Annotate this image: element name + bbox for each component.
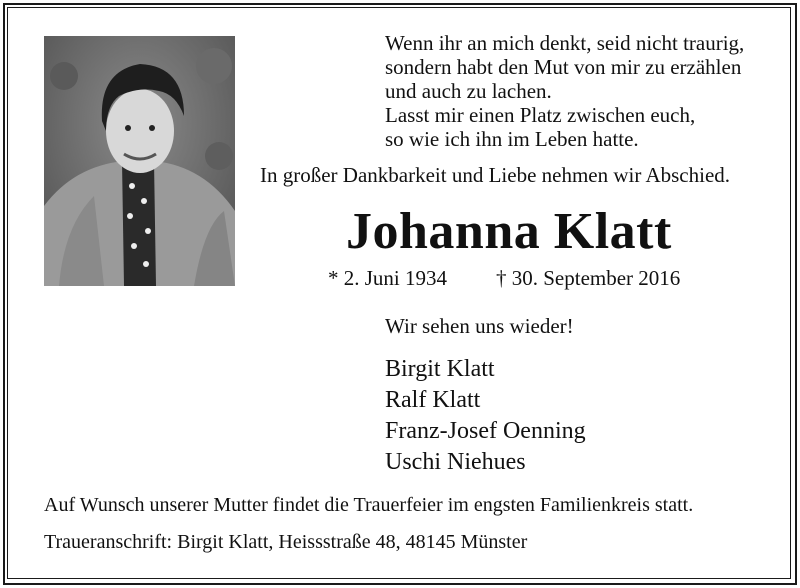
see-you-again-text: Wir sehen uns wieder! [385,314,574,338]
poem-line: Wenn ihr an mich denkt, seid nicht traurig, [385,31,745,55]
deceased-name: Johanna Klatt [346,203,672,260]
funeral-notice: Auf Wunsch unserer Mutter findet die Trauerfeier im engsten Familienkreis statt. [44,494,694,516]
mourner-name: Birgit Klatt [385,356,495,382]
poem-line: sondern habt den Mut von mir zu erzählen [385,55,742,79]
poem [385,31,744,151]
birth-date: * 2. Juni 1934 [328,266,448,290]
poem-line: so wie ich ihn im Leben hatte. [385,127,639,151]
poem-line: und auch zu lachen. [385,79,552,103]
mourner-name: Franz-Josef Oenning [385,418,586,444]
portrait-photo [44,36,235,286]
poem-line: Lasst mir einen Platz zwischen euch, [385,103,696,127]
mourner-name: Uschi Niehues [385,449,526,475]
death-date: † 30. September 2016 [496,266,681,290]
mourning-address: Traueranschrift: Birgit Klatt, Heissstraße 48, 48145 Münster [44,531,528,553]
farewell-text: In großer Dankbarkeit und Liebe nehmen wir Abschied. [260,163,731,187]
mourner-name: Ralf Klatt [385,387,481,413]
mourners-list [385,354,586,478]
